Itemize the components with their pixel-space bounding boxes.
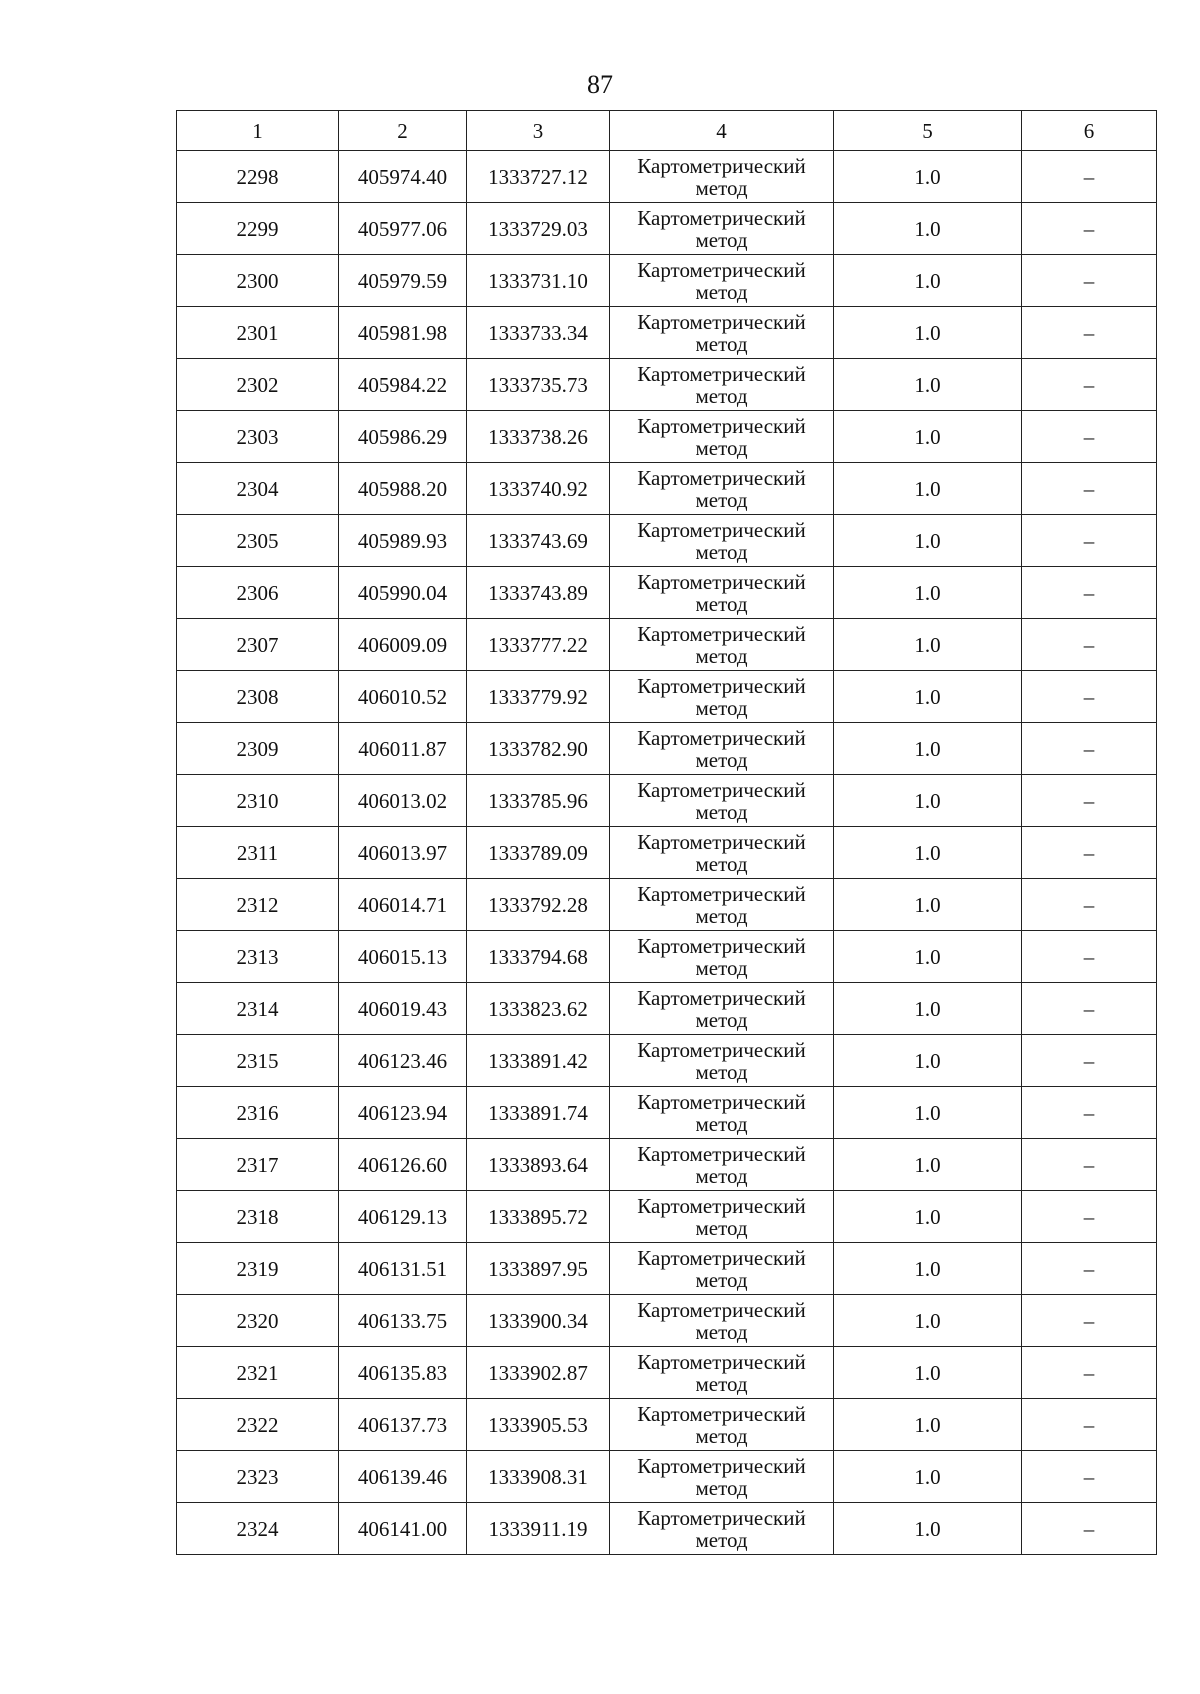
x-coordinate-cell: 406009.09 — [339, 619, 467, 671]
method-text: Картометрический метод — [637, 153, 806, 200]
description-cell: – — [1022, 1347, 1157, 1399]
accuracy-cell: 1.0 — [834, 1243, 1022, 1295]
accuracy-cell: 1.0 — [834, 255, 1022, 307]
point-number-cell: 2317 — [177, 1139, 339, 1191]
x-coordinate-cell: 406015.13 — [339, 931, 467, 983]
x-coordinate-cell: 405986.29 — [339, 411, 467, 463]
table-row — [177, 879, 1157, 931]
accuracy-cell: 1.0 — [834, 203, 1022, 255]
method-text: Картометрический метод — [637, 621, 806, 668]
x-coordinate-cell: 406013.97 — [339, 827, 467, 879]
accuracy-cell: 1.0 — [834, 567, 1022, 619]
point-number-cell: 2316 — [177, 1087, 339, 1139]
description-cell: – — [1022, 1243, 1157, 1295]
x-coordinate-cell: 406131.51 — [339, 1243, 467, 1295]
point-number-cell: 2306 — [177, 567, 339, 619]
accuracy-cell: 1.0 — [834, 1087, 1022, 1139]
column-header: 3 — [467, 111, 610, 151]
x-coordinate-cell: 405977.06 — [339, 203, 467, 255]
table-row — [177, 1399, 1157, 1451]
method-cell — [610, 151, 834, 203]
description-cell: – — [1022, 879, 1157, 931]
y-coordinate-cell: 1333911.19 — [467, 1503, 610, 1555]
accuracy-cell: 1.0 — [834, 723, 1022, 775]
method-text: Картометрический метод — [637, 1193, 806, 1240]
method-text: Картометрический метод — [637, 829, 806, 876]
description-cell: – — [1022, 463, 1157, 515]
method-cell — [610, 1139, 834, 1191]
table-row — [177, 151, 1157, 203]
description-cell: – — [1022, 1399, 1157, 1451]
header-row — [177, 111, 1157, 151]
method-cell — [610, 1451, 834, 1503]
method-text: Картометрический метод — [637, 1037, 806, 1084]
x-coordinate-cell: 406139.46 — [339, 1451, 467, 1503]
method-cell — [610, 1243, 834, 1295]
accuracy-cell: 1.0 — [834, 307, 1022, 359]
description-cell: – — [1022, 1139, 1157, 1191]
x-coordinate-cell: 405979.59 — [339, 255, 467, 307]
method-text: Картометрический метод — [637, 1245, 806, 1292]
table-row — [177, 515, 1157, 567]
x-coordinate-cell: 406126.60 — [339, 1139, 467, 1191]
y-coordinate-cell: 1333743.69 — [467, 515, 610, 567]
table-row — [177, 463, 1157, 515]
y-coordinate-cell: 1333893.64 — [467, 1139, 610, 1191]
table-body — [177, 111, 1157, 1555]
x-coordinate-cell: 405989.93 — [339, 515, 467, 567]
method-text: Картометрический метод — [637, 1401, 806, 1448]
method-cell — [610, 255, 834, 307]
page-number: 87 — [587, 70, 613, 99]
x-coordinate-cell: 406013.02 — [339, 775, 467, 827]
method-text: Картометрический метод — [637, 933, 806, 980]
description-cell: – — [1022, 567, 1157, 619]
point-number-cell: 2314 — [177, 983, 339, 1035]
point-number-cell: 2319 — [177, 1243, 339, 1295]
method-text: Картометрический метод — [637, 517, 806, 564]
table-row — [177, 1191, 1157, 1243]
method-cell — [610, 827, 834, 879]
method-cell — [610, 1035, 834, 1087]
method-text: Картометрический метод — [637, 1453, 806, 1500]
method-text: Картометрический метод — [637, 673, 806, 720]
x-coordinate-cell: 406141.00 — [339, 1503, 467, 1555]
point-number-cell: 2323 — [177, 1451, 339, 1503]
accuracy-cell: 1.0 — [834, 1191, 1022, 1243]
point-number-cell: 2322 — [177, 1399, 339, 1451]
column-header: 4 — [610, 111, 834, 151]
accuracy-cell: 1.0 — [834, 359, 1022, 411]
method-text: Картометрический метод — [637, 413, 806, 460]
description-cell: – — [1022, 203, 1157, 255]
x-coordinate-cell: 405981.98 — [339, 307, 467, 359]
method-text: Картометрический метод — [637, 985, 806, 1032]
description-cell: – — [1022, 1295, 1157, 1347]
point-number-cell: 2313 — [177, 931, 339, 983]
method-cell — [610, 775, 834, 827]
x-coordinate-cell: 406129.13 — [339, 1191, 467, 1243]
method-cell — [610, 1191, 834, 1243]
point-number-cell: 2305 — [177, 515, 339, 567]
method-cell — [610, 203, 834, 255]
accuracy-cell: 1.0 — [834, 671, 1022, 723]
y-coordinate-cell: 1333897.95 — [467, 1243, 610, 1295]
point-number-cell: 2299 — [177, 203, 339, 255]
point-number-cell: 2318 — [177, 1191, 339, 1243]
y-coordinate-cell: 1333777.22 — [467, 619, 610, 671]
table-row — [177, 1347, 1157, 1399]
method-text: Картометрический метод — [637, 1505, 806, 1552]
method-text: Картометрический метод — [637, 881, 806, 928]
point-number-cell: 2301 — [177, 307, 339, 359]
accuracy-cell: 1.0 — [834, 151, 1022, 203]
y-coordinate-cell: 1333733.34 — [467, 307, 610, 359]
accuracy-cell: 1.0 — [834, 1503, 1022, 1555]
y-coordinate-cell: 1333905.53 — [467, 1399, 610, 1451]
accuracy-cell: 1.0 — [834, 1139, 1022, 1191]
column-header: 5 — [834, 111, 1022, 151]
y-coordinate-cell: 1333891.42 — [467, 1035, 610, 1087]
table-row — [177, 567, 1157, 619]
point-number-cell: 2315 — [177, 1035, 339, 1087]
y-coordinate-cell: 1333794.68 — [467, 931, 610, 983]
description-cell: – — [1022, 1503, 1157, 1555]
table-row — [177, 1035, 1157, 1087]
method-cell — [610, 1295, 834, 1347]
point-number-cell: 2308 — [177, 671, 339, 723]
y-coordinate-cell: 1333743.89 — [467, 567, 610, 619]
accuracy-cell: 1.0 — [834, 1035, 1022, 1087]
x-coordinate-cell: 405974.40 — [339, 151, 467, 203]
y-coordinate-cell: 1333900.34 — [467, 1295, 610, 1347]
table-row — [177, 775, 1157, 827]
description-cell: – — [1022, 671, 1157, 723]
accuracy-cell: 1.0 — [834, 827, 1022, 879]
table-row — [177, 255, 1157, 307]
method-cell — [610, 1347, 834, 1399]
method-text: Картометрический метод — [637, 1349, 806, 1396]
accuracy-cell: 1.0 — [834, 879, 1022, 931]
point-number-cell: 2298 — [177, 151, 339, 203]
method-cell — [610, 671, 834, 723]
table-row — [177, 1503, 1157, 1555]
accuracy-cell: 1.0 — [834, 619, 1022, 671]
y-coordinate-cell: 1333891.74 — [467, 1087, 610, 1139]
method-text: Картометрический метод — [637, 1089, 806, 1136]
accuracy-cell: 1.0 — [834, 775, 1022, 827]
method-text: Картометрический метод — [637, 1297, 806, 1344]
method-text: Картометрический метод — [637, 205, 806, 252]
x-coordinate-cell: 405984.22 — [339, 359, 467, 411]
y-coordinate-cell: 1333782.90 — [467, 723, 610, 775]
table-row — [177, 671, 1157, 723]
method-text: Картометрический метод — [637, 777, 806, 824]
point-number-cell: 2304 — [177, 463, 339, 515]
table-row — [177, 983, 1157, 1035]
table-row — [177, 1087, 1157, 1139]
description-cell: – — [1022, 931, 1157, 983]
x-coordinate-cell: 406011.87 — [339, 723, 467, 775]
table-row — [177, 619, 1157, 671]
method-text: Картометрический метод — [637, 465, 806, 512]
description-cell: – — [1022, 983, 1157, 1035]
column-header: 2 — [339, 111, 467, 151]
accuracy-cell: 1.0 — [834, 1451, 1022, 1503]
table-row — [177, 1451, 1157, 1503]
table-row — [177, 411, 1157, 463]
point-number-cell: 2312 — [177, 879, 339, 931]
accuracy-cell: 1.0 — [834, 515, 1022, 567]
column-header: 1 — [177, 111, 339, 151]
accuracy-cell: 1.0 — [834, 411, 1022, 463]
y-coordinate-cell: 1333902.87 — [467, 1347, 610, 1399]
method-text: Картометрический метод — [637, 309, 806, 356]
method-cell — [610, 515, 834, 567]
x-coordinate-cell: 406123.46 — [339, 1035, 467, 1087]
description-cell: – — [1022, 151, 1157, 203]
x-coordinate-cell: 406123.94 — [339, 1087, 467, 1139]
point-number-cell: 2303 — [177, 411, 339, 463]
x-coordinate-cell: 405990.04 — [339, 567, 467, 619]
accuracy-cell: 1.0 — [834, 1347, 1022, 1399]
method-cell — [610, 359, 834, 411]
table-row — [177, 1243, 1157, 1295]
x-coordinate-cell: 406019.43 — [339, 983, 467, 1035]
method-cell — [610, 1503, 834, 1555]
description-cell: – — [1022, 411, 1157, 463]
table-row — [177, 827, 1157, 879]
y-coordinate-cell: 1333727.12 — [467, 151, 610, 203]
x-coordinate-cell: 406133.75 — [339, 1295, 467, 1347]
description-cell: – — [1022, 1035, 1157, 1087]
x-coordinate-cell: 405988.20 — [339, 463, 467, 515]
accuracy-cell: 1.0 — [834, 983, 1022, 1035]
point-number-cell: 2302 — [177, 359, 339, 411]
y-coordinate-cell: 1333792.28 — [467, 879, 610, 931]
method-cell — [610, 723, 834, 775]
method-cell — [610, 411, 834, 463]
method-cell — [610, 983, 834, 1035]
table-row — [177, 723, 1157, 775]
description-cell: – — [1022, 307, 1157, 359]
description-cell: – — [1022, 1451, 1157, 1503]
table-row — [177, 203, 1157, 255]
method-cell — [610, 463, 834, 515]
y-coordinate-cell: 1333729.03 — [467, 203, 610, 255]
x-coordinate-cell: 406010.52 — [339, 671, 467, 723]
description-cell: – — [1022, 723, 1157, 775]
method-cell — [610, 931, 834, 983]
description-cell: – — [1022, 359, 1157, 411]
table-row — [177, 1139, 1157, 1191]
table-row — [177, 359, 1157, 411]
method-cell — [610, 879, 834, 931]
accuracy-cell: 1.0 — [834, 1295, 1022, 1347]
method-text: Картометрический метод — [637, 1141, 806, 1188]
table-row — [177, 307, 1157, 359]
description-cell: – — [1022, 1087, 1157, 1139]
method-cell — [610, 619, 834, 671]
y-coordinate-cell: 1333785.96 — [467, 775, 610, 827]
coordinates-table — [176, 110, 1157, 1555]
table-row — [177, 1295, 1157, 1347]
accuracy-cell: 1.0 — [834, 463, 1022, 515]
y-coordinate-cell: 1333735.73 — [467, 359, 610, 411]
method-text: Картометрический метод — [637, 257, 806, 304]
method-cell — [610, 567, 834, 619]
accuracy-cell: 1.0 — [834, 1399, 1022, 1451]
y-coordinate-cell: 1333738.26 — [467, 411, 610, 463]
y-coordinate-cell: 1333731.10 — [467, 255, 610, 307]
description-cell: – — [1022, 619, 1157, 671]
point-number-cell: 2324 — [177, 1503, 339, 1555]
point-number-cell: 2310 — [177, 775, 339, 827]
column-header: 6 — [1022, 111, 1157, 151]
x-coordinate-cell: 406137.73 — [339, 1399, 467, 1451]
point-number-cell: 2311 — [177, 827, 339, 879]
y-coordinate-cell: 1333908.31 — [467, 1451, 610, 1503]
y-coordinate-cell: 1333823.62 — [467, 983, 610, 1035]
point-number-cell: 2320 — [177, 1295, 339, 1347]
method-text: Картометрический метод — [637, 569, 806, 616]
point-number-cell: 2307 — [177, 619, 339, 671]
point-number-cell: 2309 — [177, 723, 339, 775]
description-cell: – — [1022, 827, 1157, 879]
method-text: Картометрический метод — [637, 361, 806, 408]
table-row — [177, 931, 1157, 983]
y-coordinate-cell: 1333789.09 — [467, 827, 610, 879]
method-cell — [610, 1087, 834, 1139]
method-cell — [610, 307, 834, 359]
x-coordinate-cell: 406135.83 — [339, 1347, 467, 1399]
accuracy-cell: 1.0 — [834, 931, 1022, 983]
x-coordinate-cell: 406014.71 — [339, 879, 467, 931]
description-cell: – — [1022, 255, 1157, 307]
y-coordinate-cell: 1333779.92 — [467, 671, 610, 723]
point-number-cell: 2321 — [177, 1347, 339, 1399]
description-cell: – — [1022, 775, 1157, 827]
method-text: Картометрический метод — [637, 725, 806, 772]
method-cell — [610, 1399, 834, 1451]
y-coordinate-cell: 1333740.92 — [467, 463, 610, 515]
point-number-cell: 2300 — [177, 255, 339, 307]
description-cell: – — [1022, 515, 1157, 567]
y-coordinate-cell: 1333895.72 — [467, 1191, 610, 1243]
description-cell: – — [1022, 1191, 1157, 1243]
